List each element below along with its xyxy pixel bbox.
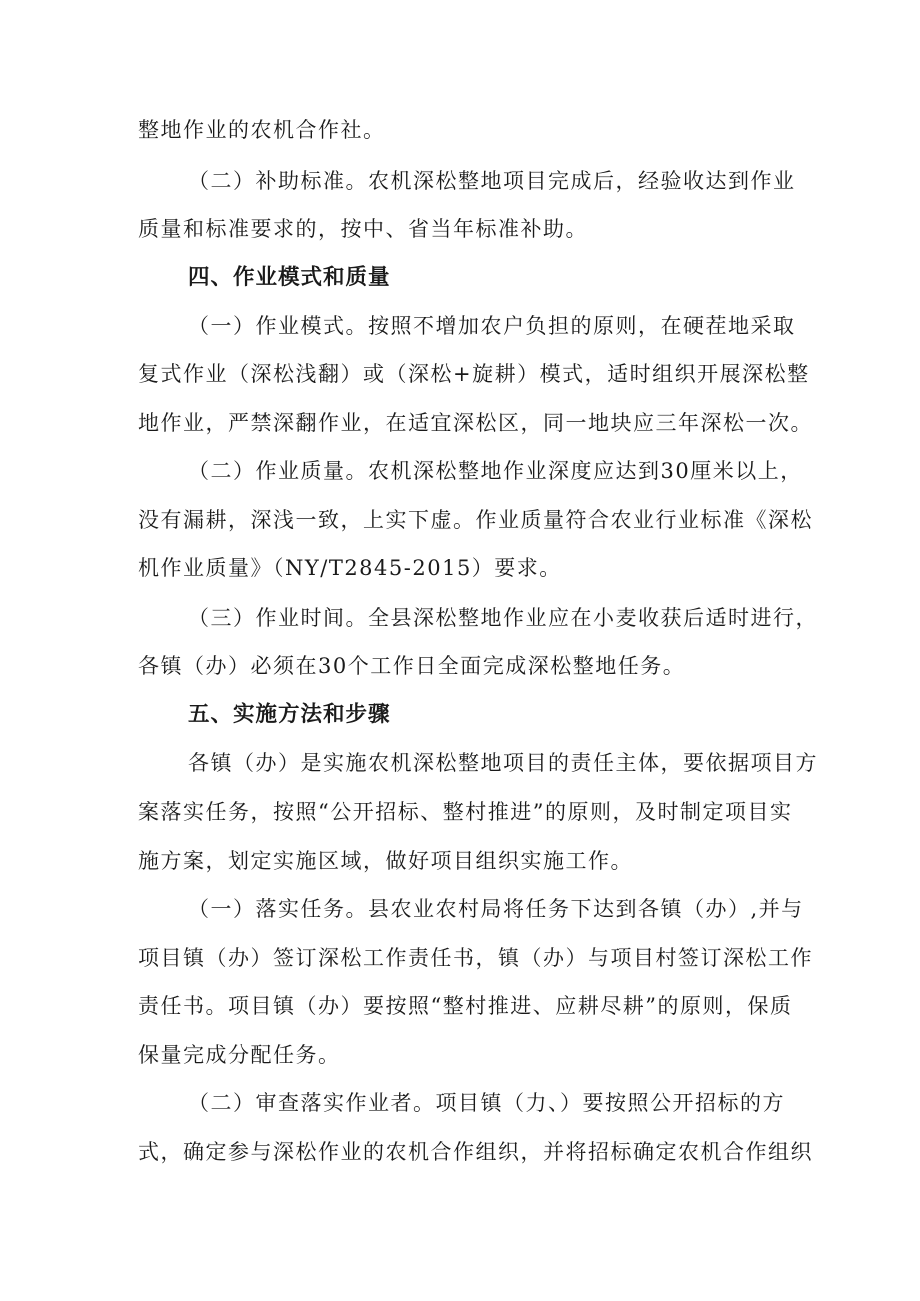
section-heading: 四、作业模式和质量 <box>188 265 391 290</box>
text-line: 项目镇（办）签订深松工作责任书，镇（办）与项目村签订深松工作 <box>138 946 813 970</box>
text-line: 责任书。项目镇（办）要按照“整村推进、应耕尽耕”的原则，保质 <box>138 994 793 1018</box>
text-line: （二）作业质量。农机深松整地作业深度应达到30厘米以上， <box>188 459 803 483</box>
text-line: 质量和标准要求的，按中、省当年标准补助。 <box>138 217 588 241</box>
text-line: （三）作业时间。全县深松整地作业应在小麦收获后适时进行， <box>188 606 818 630</box>
text-line: 式，确定参与深松作业的农机合作组织，并将招标确定农机合作组织 <box>138 1140 813 1164</box>
section-heading: 五、实施方法和步骤 <box>188 702 391 727</box>
text-line: 保量完成分配任务。 <box>138 1043 341 1067</box>
text-line: 施方案，划定实施区域，做好项目组织实施工作。 <box>138 849 633 873</box>
text-line: 机作业质量》（NY/T2845-2015）要求。 <box>138 556 562 580</box>
text-line: （二）审查落实作业者。项目镇（力、）要按照公开招标的方 <box>188 1091 785 1115</box>
text-line: 各镇（办）必须在30个工作日全面完成深松整地任务。 <box>138 654 686 678</box>
text-line: 地作业，严禁深翻作业，在适宜深松区，同一地块应三年深松一次。 <box>138 411 813 435</box>
text-line: （一）落实任务。县农业农村局将任务下达到各镇（办）,并与 <box>188 897 804 921</box>
text-line: 案落实任务，按照“公开招标、整村推进”的原则，及时制定项目实 <box>138 800 793 824</box>
text-line: 没有漏耕，深浅一致，上实下虚。作业质量符合农业行业标准《深松 <box>138 508 813 532</box>
text-line: （二）补助标准。农机深松整地项目完成后，经验收达到作业 <box>188 169 796 193</box>
text-line: 整地作业的农机合作社。 <box>138 118 386 142</box>
text-line: 复式作业（深松浅翻）或（深松+旋耕）模式，适时组织开展深松整 <box>138 362 810 386</box>
text-line: （一）作业模式。按照不增加农户负担的原则，在硬茬地采取 <box>188 314 796 338</box>
text-line: 各镇（办）是实施农机深松整地项目的责任主体，要依据项目方 <box>188 751 818 775</box>
